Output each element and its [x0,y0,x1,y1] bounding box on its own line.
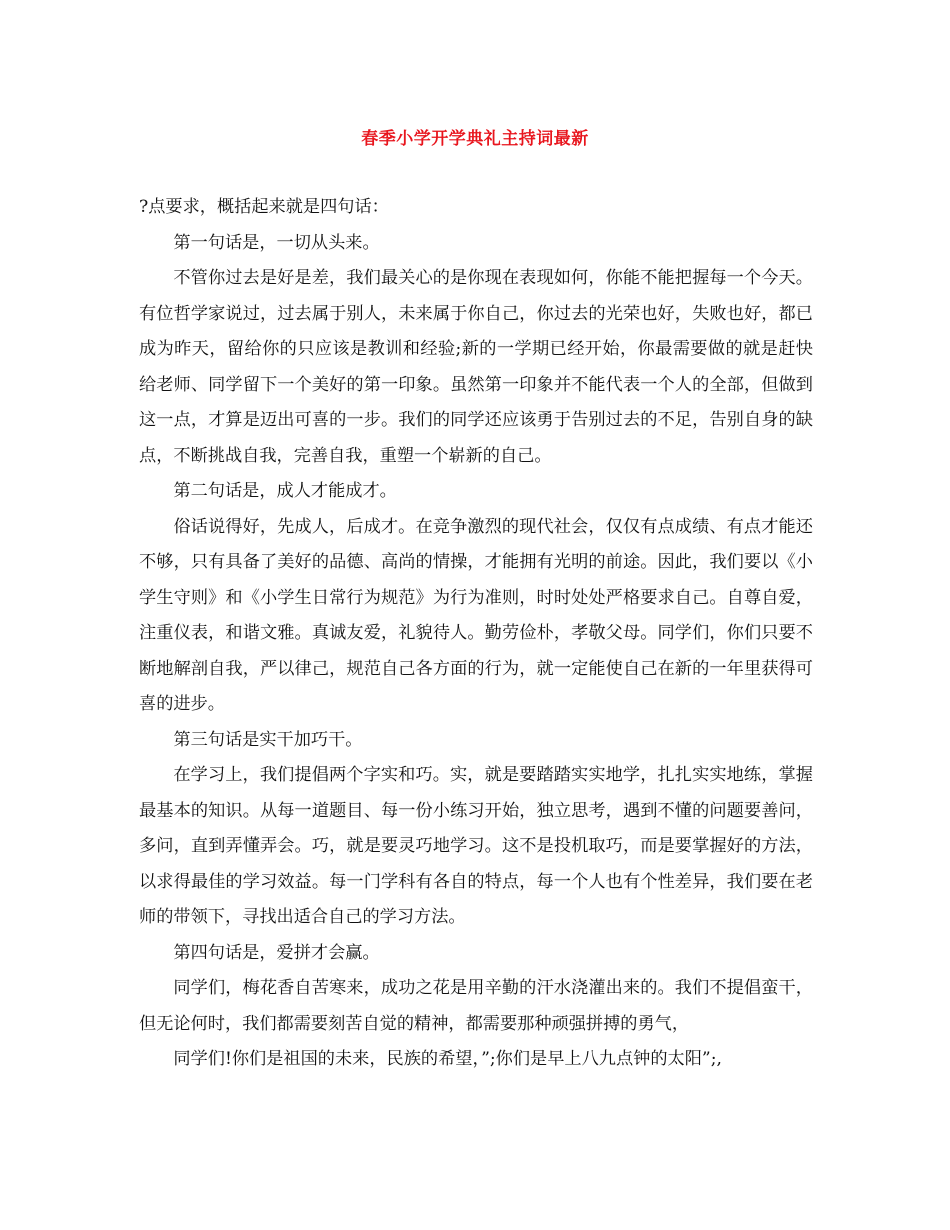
paragraph-point-two-body: 俗话说得好，先成人，后成才。在竞争激烈的现代社会，仅仅有点成绩、有点才能还不够，只有具备了美好的品德、高尚的情操，才能拥有光明的前途。因此，我们要以《小学生守则》和《小学生日常行为规范》为行为准则，时时处处严格要求自己。自尊自爱，注重仪表，和谐文雅。真诚友爱，礼貌待人。勤劳俭朴，孝敬父母。同学们，你们只要不断地解剖自我，严以律己，规范自己各方面的行为，就一定能使自己在新的一年里获得可喜的进步。 [139,516,813,714]
paragraph-point-four-body: 同学们，梅花香自苦寒来，成功之花是用辛勤的汗水浇灌出来的。我们不提倡蛮干，但无论何时，我们都需要刻苦自觉的精神，都需要那种顽强拼搏的勇气， [139,978,813,1034]
paragraph-intro: ?点要求，概括起来就是四句话： [139,197,389,217]
document-body [139,190,813,1078]
paragraph-point-one-heading: 第一句话是，一切从头来。 [173,232,380,253]
paragraph-point-two-heading: 第二句话是，成人才能成才。 [173,481,397,501]
paragraph-point-three-body: 在学习上，我们提倡两个字实和巧。实，就是要踏踏实实地学，扎扎实实地练，掌握最基本的知识。从每一道题目、每一份小练习开始，独立思考，遇到不懂的问题要善问，多问，直到弄懂弄会。巧，就是要灵巧地学习。这不是投机取巧，而是要掌握好的方法，以求得最佳的学习效益。每一门学科有各自的特点，每一个人也有个性差异，我们要在老师的带领下，寻找出适合自己的学习方法。 [139,765,813,927]
paragraph-point-three-heading: 第三句话是实干加巧干。 [173,729,363,750]
document-title: 春季小学开学典礼主持词最新 [361,129,589,149]
paragraph-point-one-body: 不管你过去是好是差，我们最关心的是你现在表现如何，你能不能把握每一个今天。有位哲学家说过，过去属于别人，未来属于你自己，你过去的光荣也好，失败也好，都已成为昨天，留给你的只应该是教训和经验;新的一学期已经开始，你最需要做的就是赶快给老师、同学留下一个美好的第一印象。虽然第一印象并不能代表一个人的全部，但做到这一点，才算是迈出可喜的一步。我们的同学还应该勇于告别过去的不足，告别自身的缺点，不断挑战自我，完善自我，重塑一个崭新的自己。 [139,268,813,466]
paragraph-closing: 同学们!你们是祖国的未来，民族的希望，”;你们是早上八九点钟的太阳”;, [173,1049,722,1069]
paragraph-point-four-heading: 第四句话是，爱拼才会赢。 [173,942,380,963]
